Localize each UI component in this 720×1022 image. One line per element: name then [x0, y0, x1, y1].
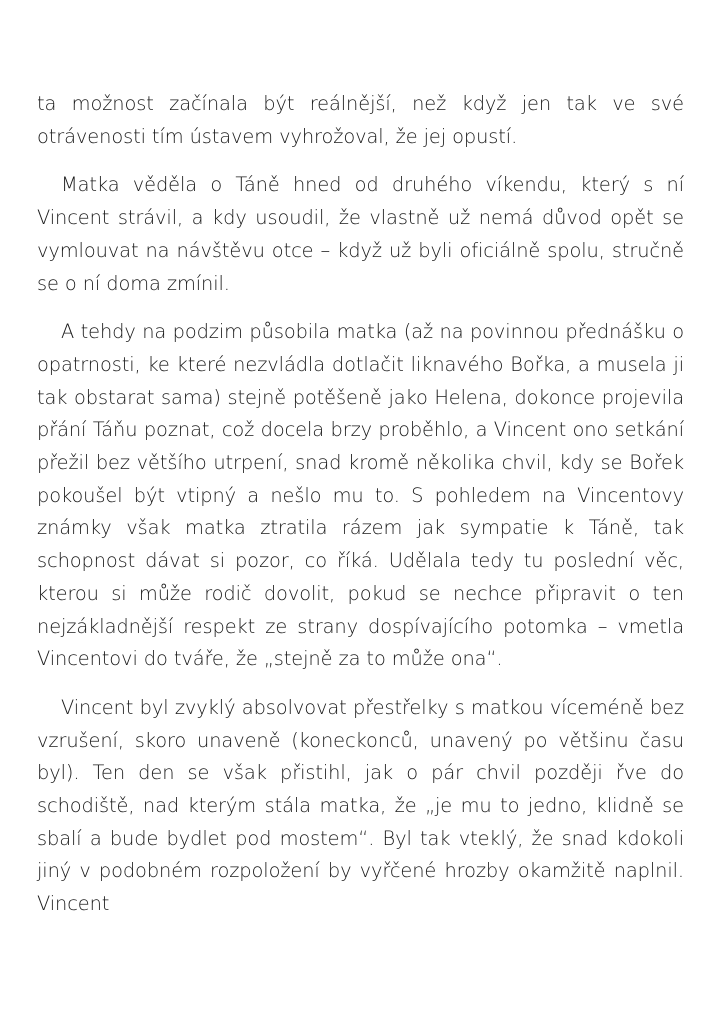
paragraph-continuation: ta možnost začínala být reálnější, než když jen tak ve své otrávenosti tím ústavem vyhrožoval, že jej opustí.: [37, 92, 684, 148]
paragraph: Vincent byl zvyklý absolvovat přestřelky s matkou víceméně bez vzrušení, skoro unaveně (koneckonců, unavený po většinu času byl). Ten den se však přistihl, jak o pár chvil později řve do schodiště, nad kterým stála matka, že „je mu to jedno, klidně se sbalí a bude bydlet pod mostem“. Byl tak vteklý, že snad kdokoli jiný v podobném rozpoložení by vyřčené hrozby okamžitě naplnil. Vincent: [37, 695, 684, 916]
book-page-text: [37, 88, 684, 937]
paragraph: Matka věděla o Táně hned od druhého víkendu, který s ní Vincent strávil, a kdy usoudil, že vlastně už nemá důvod opět se vymlouvat na návštěvu otce – když už byli oficiálně spolu, stručně se o ní doma zmínil.: [37, 173, 684, 295]
paragraph: A tehdy na podzim působila matka (až na povinnou přednášku o opatrnosti, ke které nezvládla dotlačit liknavého Bořka, a musela ji tak obstarat sama) stejně potěšeně jako Helena, dokonce projevila přání Táňu poznat, což docela brzy proběhlo, a Vincent ono setkání přežil bez většího utrpení, snad kromě několika chvil, kdy se Bořek pokoušel být vtipný a nešlo mu to. S pohledem na Vincentovy známky však matka ztratila rázem jak sympatie k Táně, tak schopnost dávat si pozor, co říká. Udělala tedy tu poslední věc, kterou si může rodič dovolit, pokud se nechce připravit o ten nejzákladnější respekt ze strany dospívajícího potomka – vmetla Vincentovi do tváře, že „stejně za to může ona“.: [37, 320, 684, 671]
